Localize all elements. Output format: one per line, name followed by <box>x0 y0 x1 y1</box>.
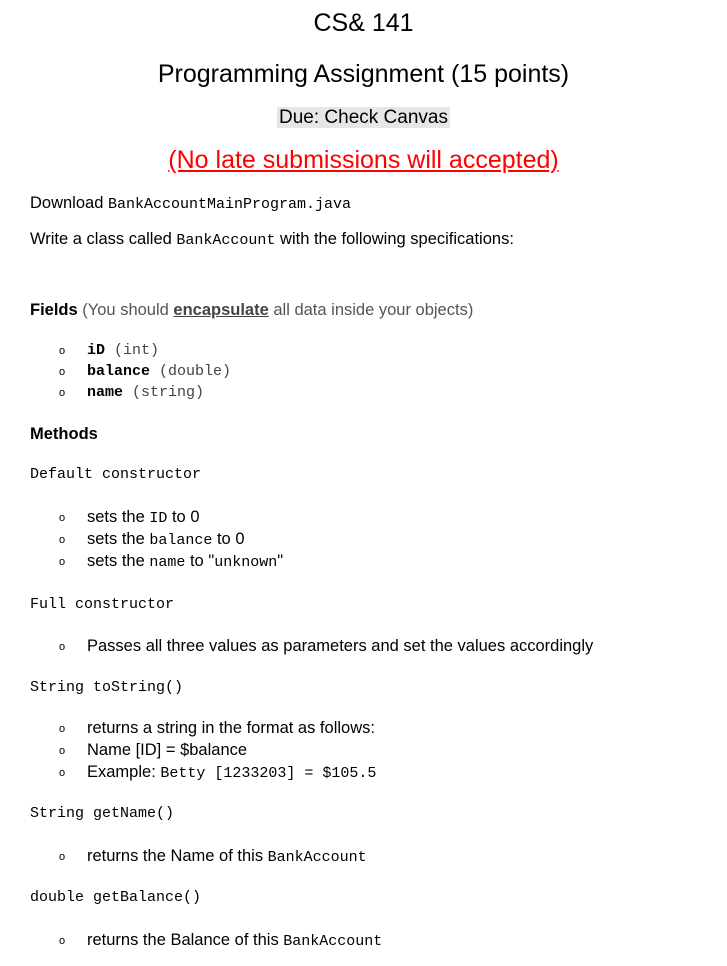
full-constructor-signature: Full constructor <box>30 596 175 613</box>
download-filename: BankAccountMainProgram.java <box>107 196 352 213</box>
bullet-icon: o <box>59 767 66 779</box>
list-item: sets the name to "unknown" <box>87 552 284 571</box>
due-date-highlight: Due: Check Canvas <box>279 107 448 128</box>
tostring-example: Betty [1233203] = $105.5 <box>160 765 377 782</box>
bullet-icon: o <box>59 387 66 399</box>
default-constructor-signature: Default constructor <box>30 466 202 483</box>
list-item: sets the ID to 0 <box>87 508 200 527</box>
bullet-icon: o <box>59 723 66 735</box>
bullet-icon: o <box>59 556 66 568</box>
bullet-icon: o <box>59 512 66 524</box>
list-item: Name [ID] = $balance <box>87 741 248 759</box>
field-item: name (string) <box>87 384 205 401</box>
bullet-icon: o <box>59 851 66 863</box>
fields-heading: Fields (You should encapsulate all data inside your objects) <box>30 301 474 319</box>
field-item: balance (double) <box>87 363 232 380</box>
bullet-icon: o <box>59 534 66 546</box>
bullet-icon: o <box>59 745 66 757</box>
list-item: returns the Balance of this BankAccount <box>87 931 383 950</box>
list-item: Example: Betty [1233203] = $105.5 <box>87 763 377 782</box>
list-item: returns a string in the format as follows: <box>87 719 375 737</box>
write-class-line: Write a class called BankAccount with the following specifications: <box>30 230 514 249</box>
getname-signature: String getName() <box>30 805 175 822</box>
assignment-title: Programming Assignment (15 points) <box>157 60 570 88</box>
download-line: Download BankAccountMainProgram.java <box>30 194 352 213</box>
bullet-icon: o <box>59 366 66 378</box>
list-item: sets the balance to 0 <box>87 530 245 549</box>
encapsulate-emphasis: encapsulate <box>173 301 269 319</box>
list-item: returns the Name of this BankAccount <box>87 847 367 866</box>
methods-heading: Methods <box>30 425 98 443</box>
list-item: Passes all three values as parameters and set the values accordingly <box>87 637 594 655</box>
bullet-icon: o <box>59 641 66 653</box>
late-submission-notice: (No late submissions will accepted) <box>168 146 559 174</box>
bullet-icon: o <box>59 345 66 357</box>
field-item: iD (int) <box>87 342 160 359</box>
course-title: CS& 141 <box>313 9 414 37</box>
getbalance-signature: double getBalance() <box>30 889 202 906</box>
class-name: BankAccount <box>176 232 276 249</box>
bullet-icon: o <box>59 935 66 947</box>
tostring-signature: String toString() <box>30 679 184 696</box>
